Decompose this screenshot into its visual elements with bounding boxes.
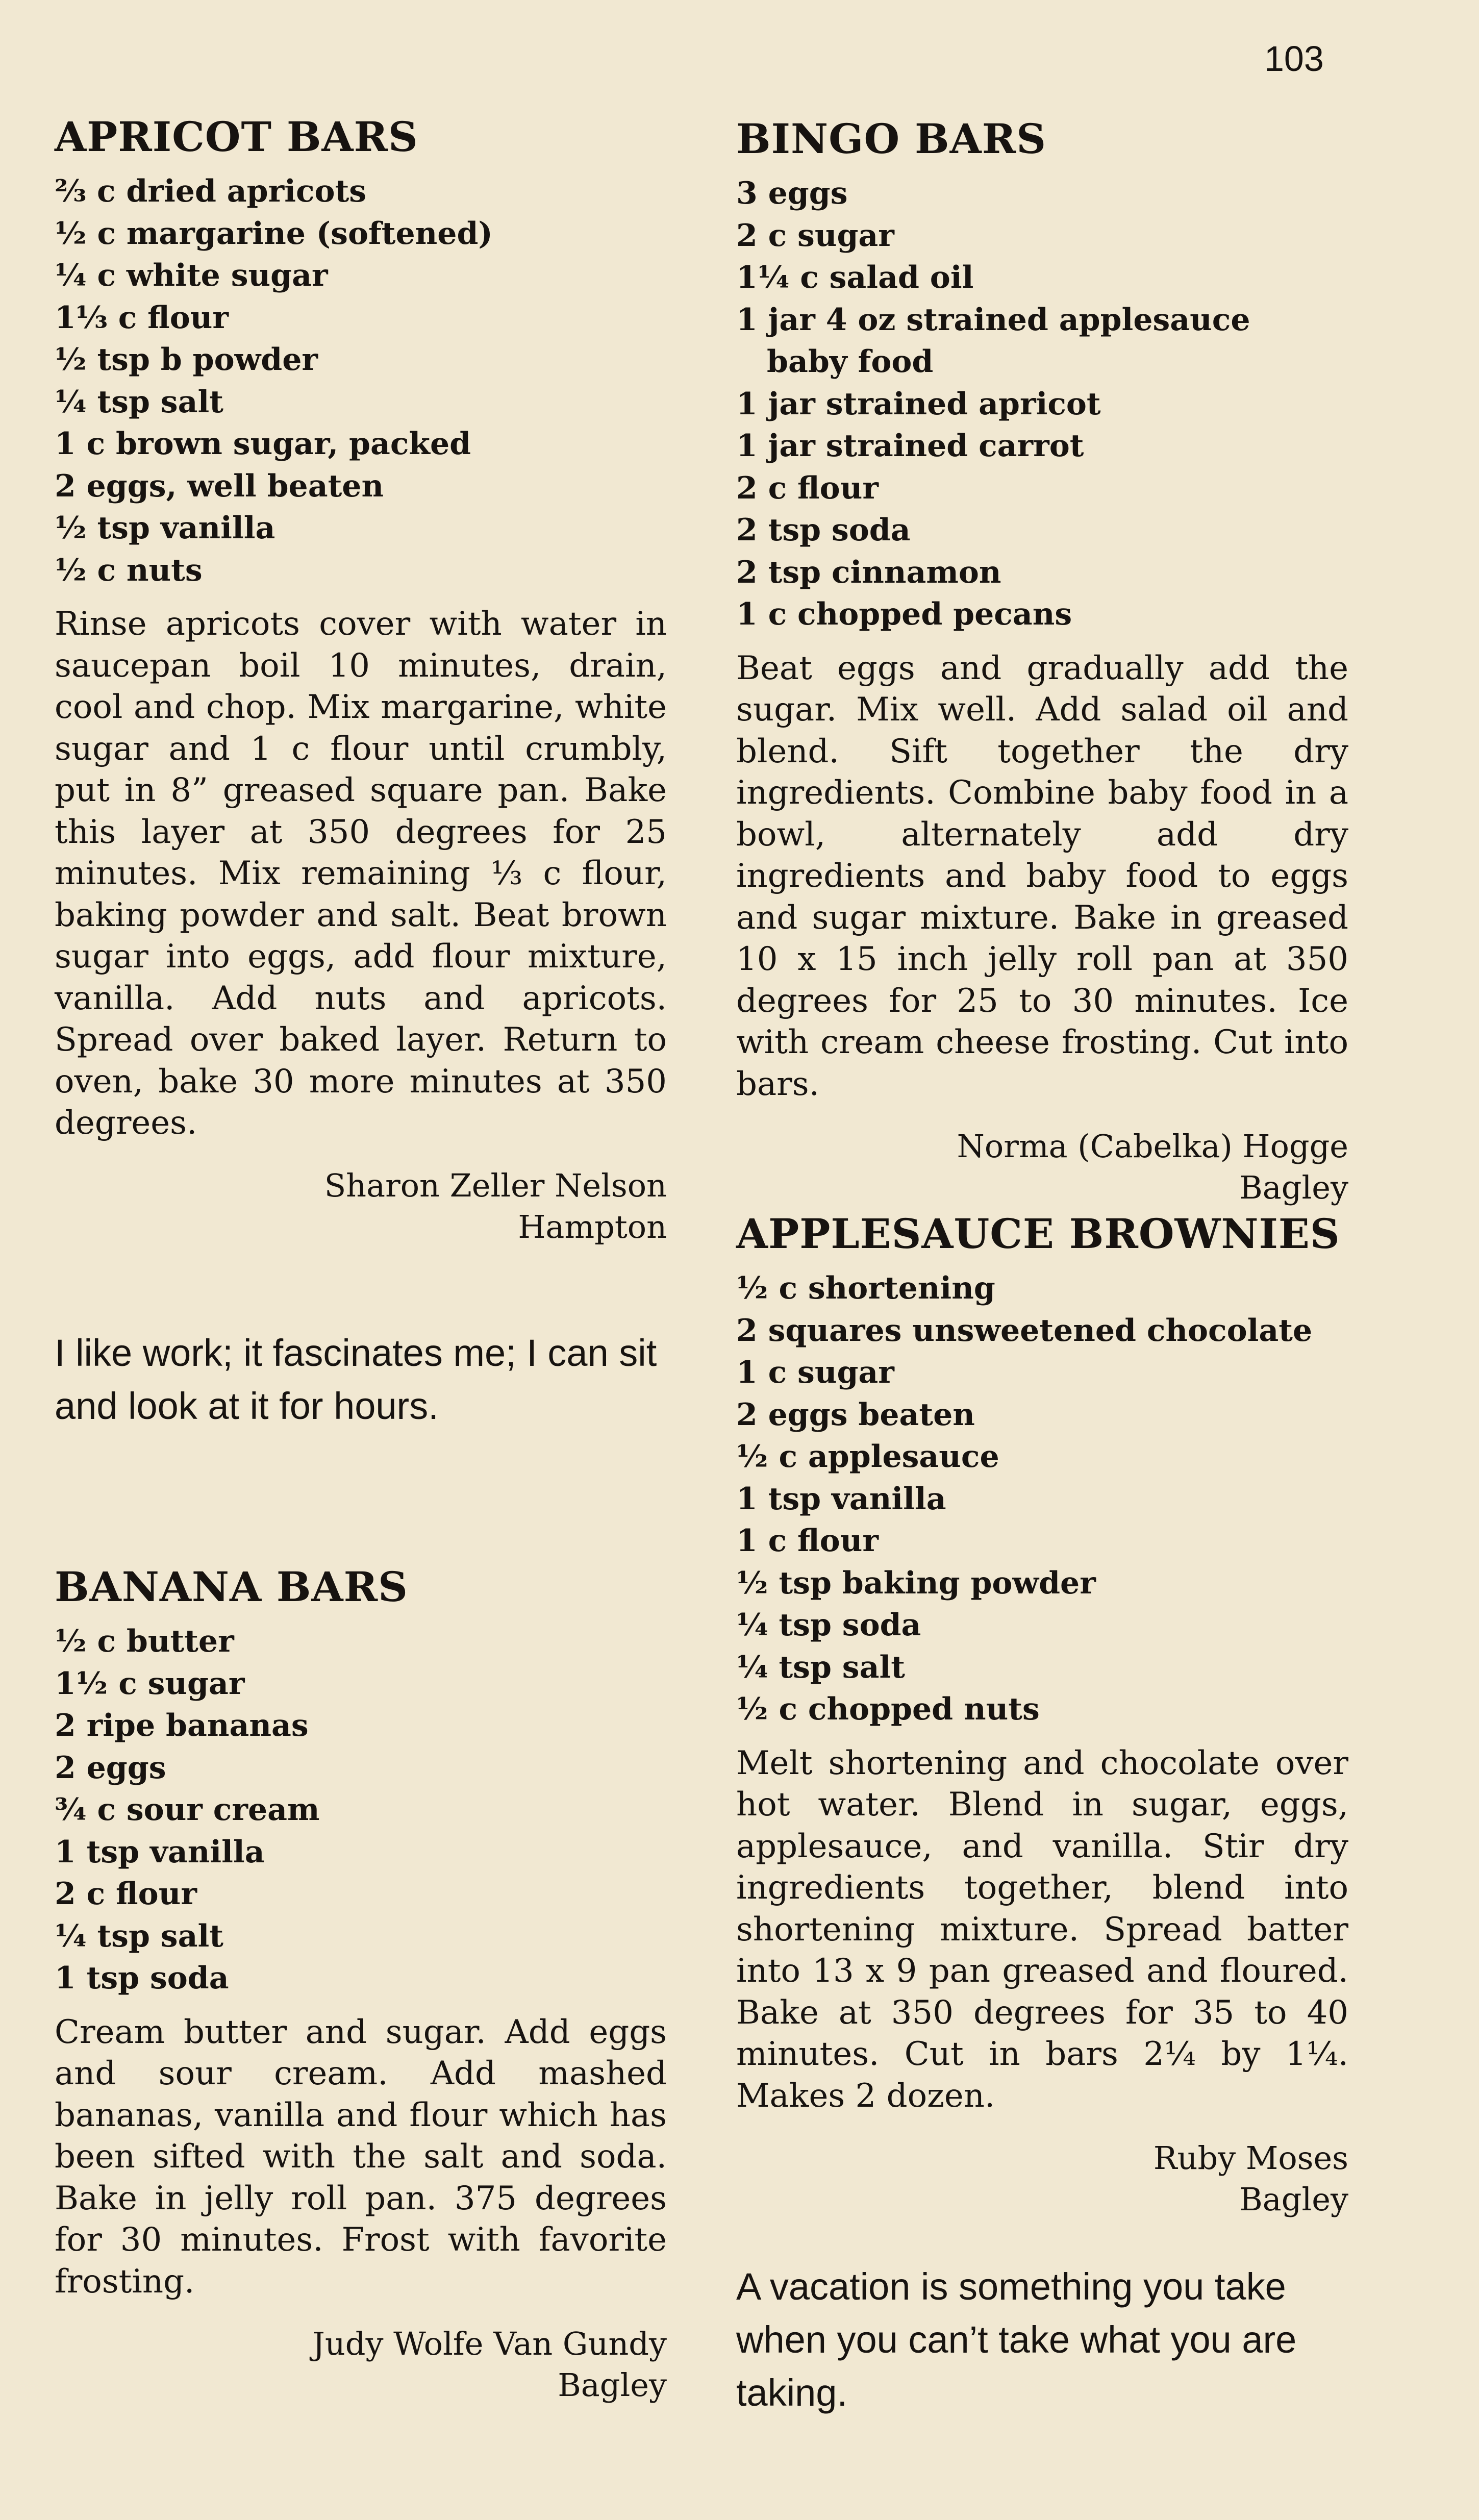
ingredient-item: 2 eggs, well beaten — [55, 468, 384, 504]
recipe-directions: Rinse apricots cover with water in saucepan boil 10 minutes, drain, cool and chop. Mix margarine, white sugar and 1 c flour until crumbly, put in 8” greased square pan. Bake this layer at 350 degrees for 25 minutes. Mix remaining ⅓ c flour, baking powder and salt. Beat brown sugar into eggs, add flour mixture, vanilla. Add nuts and apricots. Spread over baked layer. Return to oven, bake 30 more minutes at 350 degrees. — [55, 605, 667, 1142]
ingredient-item: ½ c chopped nuts — [736, 1691, 1040, 1727]
recipe-title: APRICOT BARS — [55, 113, 418, 161]
recipe-banana-bars — [55, 1563, 667, 2406]
author-town: Bagley — [1239, 2181, 1348, 2218]
quote-vacation: A vacation is something you take when you can’t take what you are taking. — [736, 2265, 1297, 2414]
ingredient-item: 1¼ c salad oil — [736, 260, 974, 295]
ingredient-item: 1 c chopped pecans — [736, 596, 1072, 632]
ingredient-item: 1 c flour — [736, 1523, 879, 1559]
ingredient-item: ½ tsp b powder — [55, 342, 318, 378]
recipe-applesauce-brownies — [736, 1210, 1348, 2220]
author-town: Bagley — [558, 2366, 667, 2404]
ingredient-item: ½ tsp vanilla — [55, 510, 275, 546]
recipe-directions: Cream butter and sugar. Add eggs and sour cream. Add mashed bananas, vanilla and flour which has been sifted with the salt and soda. Bake in jelly roll pan. 375 degrees for 30 minutes. Frost with favorite frosting. — [55, 2013, 667, 2301]
author-name: Norma (Cabelka) Hogge — [957, 1128, 1348, 1165]
ingredient-item: 1 tsp soda — [55, 1960, 229, 1996]
ingredient-item: 2 c flour — [55, 1876, 197, 1912]
recipe-title: APPLESAUCE BROWNIES — [736, 1210, 1340, 1258]
ingredient-list — [736, 1267, 1348, 1731]
ingredient-item: baby food — [767, 344, 934, 380]
ingredient-item: 2 c flour — [736, 470, 879, 506]
ingredient-list — [55, 1620, 667, 2000]
right-column — [736, 0, 1348, 2520]
ingredient-list — [736, 172, 1348, 636]
ingredient-item: ½ c butter — [55, 1624, 234, 1659]
recipe-bingo-bars — [736, 115, 1348, 1208]
ingredient-item: 2 eggs — [55, 1750, 166, 1786]
ingredient-item: ½ c applesauce — [736, 1439, 999, 1475]
recipe-attribution — [736, 2137, 1348, 2220]
ingredient-list — [55, 170, 667, 591]
ingredient-item: 1 tsp vanilla — [736, 1481, 946, 1517]
ingredient-item: 1 c brown sugar, packed — [55, 426, 471, 462]
ingredient-item: ½ c margarine (softened) — [55, 215, 493, 252]
author-town: Bagley — [1239, 1169, 1348, 1206]
ingredient-item: 2 tsp soda — [736, 512, 911, 548]
recipe-title: BINGO BARS — [736, 115, 1046, 163]
ingredient-item: 1 jar strained apricot — [736, 386, 1101, 422]
ingredient-item: 2 c sugar — [736, 217, 894, 254]
ingredient-item: ¼ tsp salt — [55, 1918, 223, 1954]
ingredient-item: 1½ c sugar — [55, 1665, 245, 1702]
recipe-apricot-bars — [55, 113, 667, 1247]
recipe-title: BANANA BARS — [55, 1563, 408, 1611]
ingredient-item: ½ tsp baking powder — [736, 1565, 1096, 1601]
recipe-directions: Beat eggs and gradually add the sugar. Mix well. Add salad oil and blend. Sift together the dry ingredients. Combine baby food in a bowl, alternately add dry ingredients and baby food to eggs and sugar mixture. Bake in greased 10 x 15 inch jelly roll pan at 350 degrees for 25 to 30 minutes. Ice with cream cheese frosting. Cut into bars. — [736, 649, 1348, 1103]
author-name: Judy Wolfe Van Gundy — [312, 2325, 667, 2362]
left-column — [55, 0, 667, 2520]
author-name: Ruby Moses — [1153, 2139, 1348, 2177]
ingredient-item: 1⅓ c flour — [55, 300, 229, 336]
quote-work: I like work; it fascinates me; I can sit and look at it for hours. — [55, 1332, 657, 1427]
ingredient-item: ¼ tsp soda — [736, 1607, 921, 1643]
ingredient-item: ¼ c white sugar — [55, 258, 328, 293]
recipe-attribution — [736, 1126, 1348, 1208]
recipe-attribution — [55, 1165, 667, 1247]
ingredient-item: 1 jar 4 oz strained applesauce — [736, 302, 1250, 338]
ingredient-item: ¼ tsp salt — [736, 1649, 905, 1685]
recipe-directions: Melt shortening and chocolate over hot water. Blend in sugar, eggs, applesauce, and vanilla. Stir dry ingredients together, blend into shortening mixture. Spread batter into 13 x 9 pan greased and floured. Bake at 350 degrees for 35 to 40 minutes. Cut in bars 2¼ by 1¼. Makes 2 dozen. — [736, 1744, 1348, 2115]
ingredient-item: ⅔ c dried apricots — [55, 173, 367, 209]
ingredient-item: 2 ripe bananas — [55, 1708, 309, 1743]
recipe-attribution — [55, 2323, 667, 2406]
author-name: Sharon Zeller Nelson — [324, 1166, 667, 1204]
ingredient-item: ½ c shortening — [736, 1270, 995, 1306]
ingredient-item: 2 tsp cinnamon — [736, 554, 1001, 590]
ingredient-item: 2 squares unsweetened chocolate — [736, 1312, 1313, 1349]
ingredient-item: 1 jar strained carrot — [736, 428, 1084, 464]
ingredient-item: 3 eggs — [736, 176, 848, 211]
author-town: Hampton — [518, 1208, 667, 1245]
ingredient-item: ½ c nuts — [55, 552, 203, 588]
ingredient-item: ¾ c sour cream — [55, 1792, 320, 1828]
ingredient-item: 1 c sugar — [736, 1355, 894, 1390]
page-number: 103 — [1264, 39, 1324, 79]
ingredient-item: 2 eggs beaten — [736, 1396, 975, 1433]
ingredient-item: 1 tsp vanilla — [55, 1834, 265, 1870]
ingredient-item: ¼ tsp salt — [55, 384, 223, 420]
